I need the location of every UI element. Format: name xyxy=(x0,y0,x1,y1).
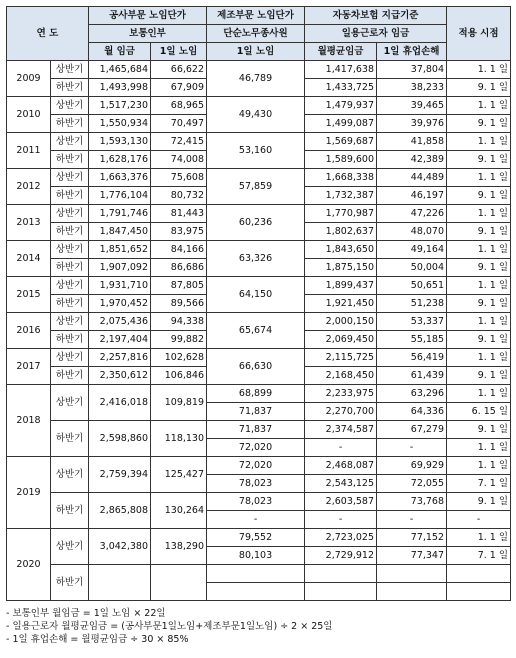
monthly-wage-cell: 1,931,710 xyxy=(89,277,151,295)
half-cell: 하반기 xyxy=(51,331,89,349)
daily-wage-cell: 80,732 xyxy=(151,187,207,205)
applied-date-cell: 9. 1 일 xyxy=(447,331,511,349)
monthly-wage-cell xyxy=(89,565,151,601)
avg-monthly-cell: 1,499,087 xyxy=(305,115,377,133)
applied-date-cell: 1. 1 일 xyxy=(447,97,511,115)
applied-date-cell: 9. 1 일 xyxy=(447,295,511,313)
daily-wage-cell: 84,166 xyxy=(151,241,207,259)
half-cell: 하반기 xyxy=(51,259,89,277)
applied-date-cell: 1. 1 일 xyxy=(447,457,511,475)
half-cell: 하반기 xyxy=(51,115,89,133)
compensation-cell: 46,197 xyxy=(377,187,447,205)
mfg-wage-cell: 72,020 xyxy=(207,439,305,457)
compensation-cell: - xyxy=(377,511,447,529)
compensation-cell: 51,238 xyxy=(377,295,447,313)
compensation-cell: 56,419 xyxy=(377,349,447,367)
monthly-wage-cell: 1,550,934 xyxy=(89,115,151,133)
monthly-wage-cell: 1,465,684 xyxy=(89,61,151,79)
formula-notes xyxy=(6,607,510,646)
year-cell: 2019 xyxy=(7,457,51,529)
mfg-wage-cell: 72,020 xyxy=(207,457,305,475)
table-body-2020 xyxy=(7,529,511,601)
half-cell: 상반기 xyxy=(51,457,89,493)
table-row xyxy=(7,97,511,115)
daily-wage-cell: 75,608 xyxy=(151,169,207,187)
year-cell: 2018 xyxy=(7,385,51,457)
mfg-wage-cell: 80,103 xyxy=(207,547,305,565)
applied-date-cell: 1. 1 일 xyxy=(447,313,511,331)
monthly-wage-cell: 2,197,404 xyxy=(89,331,151,349)
daily-wage-cell: 89,566 xyxy=(151,295,207,313)
applied-date-cell: 7. 1 일 xyxy=(447,475,511,493)
table-body xyxy=(7,61,511,385)
header-avg-monthly: 월평균임금 xyxy=(305,43,377,61)
monthly-wage-cell: 2,075,436 xyxy=(89,313,151,331)
header-compensation: 1일 휴업손해 xyxy=(377,43,447,61)
header-insurance-top: 자동차보험 지급기준 xyxy=(305,7,447,25)
half-cell: 하반기 xyxy=(51,565,89,601)
daily-wage-cell: 68,965 xyxy=(151,97,207,115)
compensation-cell: 77,152 xyxy=(377,529,447,547)
header-public-sub: 보통인부 xyxy=(89,25,207,43)
half-cell: 하반기 xyxy=(51,223,89,241)
compensation-cell: 63,296 xyxy=(377,385,447,403)
header-insurance-sub: 일용근로자 임금 xyxy=(305,25,447,43)
monthly-wage-cell: 1,907,092 xyxy=(89,259,151,277)
half-cell: 하반기 xyxy=(51,79,89,97)
monthly-wage-cell: 1,847,450 xyxy=(89,223,151,241)
compensation-cell: 47,226 xyxy=(377,205,447,223)
mfg-wage-cell: 71,837 xyxy=(207,403,305,421)
monthly-wage-cell: 2,865,808 xyxy=(89,493,151,529)
compensation-cell: 67,279 xyxy=(377,421,447,439)
mfg-wage-cell: 60,236 xyxy=(207,205,305,241)
compensation-cell: 44,489 xyxy=(377,169,447,187)
year-cell: 2020 xyxy=(7,529,51,601)
applied-date-cell: 9. 1 일 xyxy=(447,493,511,511)
compensation-cell: 61,439 xyxy=(377,367,447,385)
half-cell: 하반기 xyxy=(51,295,89,313)
mfg-wage-cell: 78,023 xyxy=(207,475,305,493)
applied-date-cell: 9. 1 일 xyxy=(447,259,511,277)
wage-table xyxy=(6,6,511,601)
mfg-wage-cell: 68,899 xyxy=(207,385,305,403)
table-row xyxy=(7,205,511,223)
monthly-wage-cell: 2,598,860 xyxy=(89,421,151,457)
header-public-top: 공사부문 노임단가 xyxy=(89,7,207,25)
year-cell: 2012 xyxy=(7,169,51,205)
year-cell: 2013 xyxy=(7,205,51,241)
applied-date-cell: 9. 1 일 xyxy=(447,115,511,133)
table-body-2019 xyxy=(7,457,511,529)
daily-wage-cell: 130,264 xyxy=(151,493,207,529)
avg-monthly-cell: 1,732,387 xyxy=(305,187,377,205)
avg-monthly-cell: 1,921,450 xyxy=(305,295,377,313)
avg-monthly-cell: 2,603,587 xyxy=(305,493,377,511)
daily-wage-cell xyxy=(151,565,207,601)
applied-date-cell: 1. 1 일 xyxy=(447,529,511,547)
daily-wage-cell: 72,415 xyxy=(151,133,207,151)
half-cell: 상반기 xyxy=(51,313,89,331)
applied-date-cell: 1. 1 일 xyxy=(447,169,511,187)
daily-wage-cell: 94,338 xyxy=(151,313,207,331)
avg-monthly-cell: 2,000,150 xyxy=(305,313,377,331)
mfg-wage-cell: 65,674 xyxy=(207,313,305,349)
mfg-wage-cell xyxy=(207,583,305,601)
daily-wage-cell: 70,497 xyxy=(151,115,207,133)
monthly-wage-cell: 1,776,104 xyxy=(89,187,151,205)
monthly-wage-cell: 2,416,018 xyxy=(89,385,151,421)
half-cell: 하반기 xyxy=(51,187,89,205)
daily-wage-cell: 67,909 xyxy=(151,79,207,97)
applied-date-cell: 9. 1 일 xyxy=(447,421,511,439)
mfg-wage-cell: 49,430 xyxy=(207,97,305,133)
applied-date-cell: 7. 1 일 xyxy=(447,547,511,565)
compensation-cell: 53,337 xyxy=(377,313,447,331)
compensation-cell: 77,347 xyxy=(377,547,447,565)
daily-wage-cell: 87,805 xyxy=(151,277,207,295)
header-mfg-daily-wage: 1일 노임 xyxy=(207,43,305,61)
avg-monthly-cell: 2,233,975 xyxy=(305,385,377,403)
avg-monthly-cell xyxy=(305,565,377,583)
mfg-wage-cell: 53,160 xyxy=(207,133,305,169)
compensation-cell: 41,858 xyxy=(377,133,447,151)
monthly-wage-cell: 1,663,376 xyxy=(89,169,151,187)
compensation-cell: 55,185 xyxy=(377,331,447,349)
note-avg-monthly: - 일용근로자 월평균임금 = (공사부문1일노임+제조부문1일노임) ÷ 2 × 25일 xyxy=(6,621,333,632)
compensation-cell: 38,233 xyxy=(377,79,447,97)
mfg-wage-cell: 64,150 xyxy=(207,277,305,313)
applied-date-cell: - xyxy=(447,511,511,529)
compensation-cell: 73,768 xyxy=(377,493,447,511)
compensation-cell: 64,336 xyxy=(377,403,447,421)
avg-monthly-cell: 1,802,637 xyxy=(305,223,377,241)
avg-monthly-cell: 2,270,700 xyxy=(305,403,377,421)
half-cell: 하반기 xyxy=(51,367,89,385)
half-cell: 상반기 xyxy=(51,241,89,259)
half-cell: 상반기 xyxy=(51,529,89,565)
compensation-cell: - xyxy=(377,439,447,457)
monthly-wage-cell: 2,257,816 xyxy=(89,349,151,367)
avg-monthly-cell: 1,589,600 xyxy=(305,151,377,169)
avg-monthly-cell: 1,875,150 xyxy=(305,259,377,277)
header-applied: 적용 시점 xyxy=(447,7,511,61)
daily-wage-cell: 109,819 xyxy=(151,385,207,421)
header-mfg-top: 제조부문 노임단가 xyxy=(207,7,305,25)
table-header xyxy=(7,7,511,61)
compensation-cell: 37,804 xyxy=(377,61,447,79)
applied-date-cell: 1. 1 일 xyxy=(447,61,511,79)
daily-wage-cell: 86,686 xyxy=(151,259,207,277)
applied-date-cell: 1. 1 일 xyxy=(447,385,511,403)
monthly-wage-cell: 1,593,130 xyxy=(89,133,151,151)
mfg-wage-cell: 71,837 xyxy=(207,421,305,439)
compensation-cell: 39,976 xyxy=(377,115,447,133)
daily-wage-cell: 125,427 xyxy=(151,457,207,493)
avg-monthly-cell: 1,668,338 xyxy=(305,169,377,187)
table-row xyxy=(7,133,511,151)
note-compensation: - 1일 휴업손해 = 월평균임금 ÷ 30 × 85% xyxy=(6,634,189,645)
applied-date-cell: 9. 1 일 xyxy=(447,187,511,205)
daily-wage-cell: 118,130 xyxy=(151,421,207,457)
daily-wage-cell: 74,008 xyxy=(151,151,207,169)
monthly-wage-cell: 1,628,176 xyxy=(89,151,151,169)
avg-monthly-cell: 1,479,937 xyxy=(305,97,377,115)
daily-wage-cell: 138,290 xyxy=(151,529,207,565)
avg-monthly-cell: 2,168,450 xyxy=(305,367,377,385)
daily-wage-cell: 81,443 xyxy=(151,205,207,223)
applied-date-cell: 9. 1 일 xyxy=(447,79,511,97)
applied-date-cell: 1. 1 일 xyxy=(447,439,511,457)
half-cell: 하반기 xyxy=(51,493,89,529)
compensation-cell: 72,055 xyxy=(377,475,447,493)
header-year: 연 도 xyxy=(7,7,89,61)
half-cell: 상반기 xyxy=(51,205,89,223)
note-monthly-wage: - 보통인부 월임금 = 1일 노임 × 22일 xyxy=(6,608,166,619)
header-monthly-wage: 월 임금 xyxy=(89,43,151,61)
applied-date-cell: 1. 1 일 xyxy=(447,241,511,259)
monthly-wage-cell: 1,493,998 xyxy=(89,79,151,97)
table-row xyxy=(7,169,511,187)
compensation-cell: 48,070 xyxy=(377,223,447,241)
avg-monthly-cell xyxy=(305,583,377,601)
applied-date-cell: 9. 1 일 xyxy=(447,223,511,241)
mfg-wage-cell: 66,630 xyxy=(207,349,305,385)
applied-date-cell: 1. 1 일 xyxy=(447,133,511,151)
half-cell: 상반기 xyxy=(51,385,89,421)
monthly-wage-cell: 3,042,380 xyxy=(89,529,151,565)
year-cell: 2009 xyxy=(7,61,51,97)
half-cell: 상반기 xyxy=(51,277,89,295)
avg-monthly-cell: 2,374,587 xyxy=(305,421,377,439)
avg-monthly-cell: 2,543,125 xyxy=(305,475,377,493)
daily-wage-cell: 99,882 xyxy=(151,331,207,349)
applied-date-cell xyxy=(447,583,511,601)
monthly-wage-cell: 2,759,394 xyxy=(89,457,151,493)
compensation-cell: 50,004 xyxy=(377,259,447,277)
avg-monthly-cell: 2,729,912 xyxy=(305,547,377,565)
avg-monthly-cell: 1,770,987 xyxy=(305,205,377,223)
daily-wage-cell: 66,622 xyxy=(151,61,207,79)
applied-date-cell: 9. 1 일 xyxy=(447,367,511,385)
table-row xyxy=(7,349,511,367)
table-row xyxy=(7,313,511,331)
mfg-wage-cell: 57,859 xyxy=(207,169,305,205)
compensation-cell: 49,164 xyxy=(377,241,447,259)
applied-date-cell: 9. 1 일 xyxy=(447,151,511,169)
avg-monthly-cell: 1,843,650 xyxy=(305,241,377,259)
table-body-2018 xyxy=(7,385,511,457)
avg-monthly-cell: 2,468,087 xyxy=(305,457,377,475)
applied-date-cell: 1. 1 일 xyxy=(447,349,511,367)
compensation-cell: 39,465 xyxy=(377,97,447,115)
header-daily-wage: 1일 노임 xyxy=(151,43,207,61)
half-cell: 하반기 xyxy=(51,151,89,169)
year-cell: 2014 xyxy=(7,241,51,277)
avg-monthly-cell: 2,069,450 xyxy=(305,331,377,349)
avg-monthly-cell: - xyxy=(305,439,377,457)
mfg-wage-cell xyxy=(207,565,305,583)
year-cell: 2016 xyxy=(7,313,51,349)
compensation-cell xyxy=(377,565,447,583)
table-row xyxy=(7,61,511,79)
half-cell: 하반기 xyxy=(51,421,89,457)
avg-monthly-cell: 1,417,638 xyxy=(305,61,377,79)
year-cell: 2010 xyxy=(7,97,51,133)
mfg-wage-cell: 46,789 xyxy=(207,61,305,97)
applied-date-cell xyxy=(447,565,511,583)
compensation-cell: 50,651 xyxy=(377,277,447,295)
half-cell: 상반기 xyxy=(51,169,89,187)
monthly-wage-cell: 1,851,652 xyxy=(89,241,151,259)
avg-monthly-cell: 2,723,025 xyxy=(305,529,377,547)
table-row xyxy=(7,241,511,259)
half-cell: 상반기 xyxy=(51,133,89,151)
daily-wage-cell: 102,628 xyxy=(151,349,207,367)
table-row xyxy=(7,277,511,295)
applied-date-cell: 1. 1 일 xyxy=(447,277,511,295)
mfg-wage-cell: 78,023 xyxy=(207,493,305,511)
year-cell: 2011 xyxy=(7,133,51,169)
applied-date-cell: 1. 1 일 xyxy=(447,205,511,223)
avg-monthly-cell: 2,115,725 xyxy=(305,349,377,367)
half-cell: 상반기 xyxy=(51,97,89,115)
avg-monthly-cell: 1,433,725 xyxy=(305,79,377,97)
monthly-wage-cell: 1,791,746 xyxy=(89,205,151,223)
avg-monthly-cell: 1,899,437 xyxy=(305,277,377,295)
header-mfg-sub: 단순노무종사원 xyxy=(207,25,305,43)
daily-wage-cell: 83,975 xyxy=(151,223,207,241)
compensation-cell: 69,929 xyxy=(377,457,447,475)
mfg-wage-cell: 79,552 xyxy=(207,529,305,547)
half-cell: 상반기 xyxy=(51,61,89,79)
applied-date-cell: 6. 15 일 xyxy=(447,403,511,421)
monthly-wage-cell: 2,350,612 xyxy=(89,367,151,385)
year-cell: 2015 xyxy=(7,277,51,313)
wage-document xyxy=(6,6,510,646)
daily-wage-cell: 106,846 xyxy=(151,367,207,385)
mfg-wage-cell: 63,326 xyxy=(207,241,305,277)
mfg-wage-cell: - xyxy=(207,511,305,529)
avg-monthly-cell: - xyxy=(305,511,377,529)
compensation-cell xyxy=(377,583,447,601)
year-cell: 2017 xyxy=(7,349,51,385)
half-cell: 상반기 xyxy=(51,349,89,367)
monthly-wage-cell: 1,970,452 xyxy=(89,295,151,313)
avg-monthly-cell: 1,569,687 xyxy=(305,133,377,151)
monthly-wage-cell: 1,517,230 xyxy=(89,97,151,115)
compensation-cell: 42,389 xyxy=(377,151,447,169)
